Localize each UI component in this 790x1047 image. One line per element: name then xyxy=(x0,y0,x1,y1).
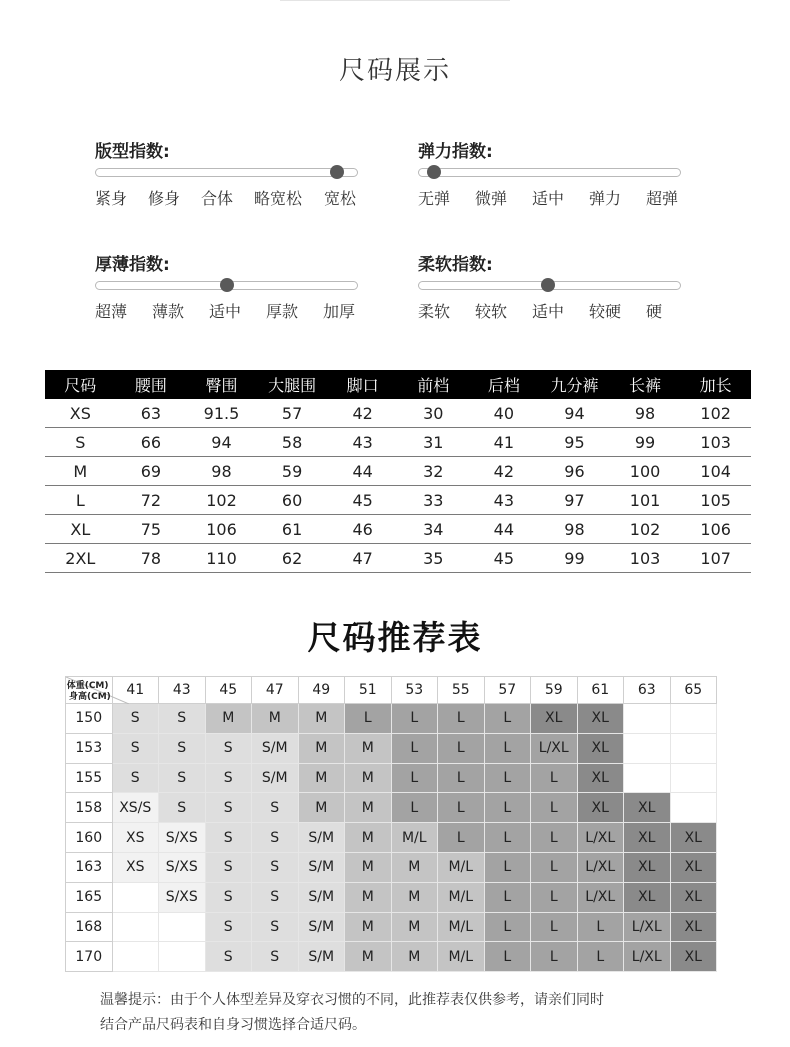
thickness-option: 超薄 xyxy=(95,302,128,321)
height-cell: 168 xyxy=(66,912,113,942)
weight-header-cell: 55 xyxy=(438,677,485,704)
recommended-size-cell: M/L xyxy=(438,852,485,882)
size-chart-cell: 60 xyxy=(257,486,328,515)
recommended-size-cell: L xyxy=(531,912,578,942)
recommended-size-cell: XS xyxy=(112,852,159,882)
recommended-size-cell: S xyxy=(252,823,299,853)
recommended-size-cell: S xyxy=(252,912,299,942)
recommendation-row xyxy=(66,823,717,853)
recommended-size-cell: XL xyxy=(531,704,578,734)
stretch-option: 适中 xyxy=(532,189,565,208)
size-chart-cell: 94 xyxy=(186,428,257,457)
size-chart-cell: 102 xyxy=(610,515,681,544)
weight-header-cell: 59 xyxy=(531,677,578,704)
recommended-size-cell xyxy=(624,763,671,793)
size-chart-header-cell: 臀围 xyxy=(186,370,257,399)
size-chart-cell: 99 xyxy=(610,428,681,457)
weight-header-cell: 41 xyxy=(112,677,159,704)
recommended-size-cell xyxy=(624,704,671,734)
size-chart-cell: 61 xyxy=(257,515,328,544)
recommended-size-cell: XL xyxy=(670,823,717,853)
recommendation-row xyxy=(66,852,717,882)
size-chart-cell: 95 xyxy=(539,428,610,457)
size-chart-cell: 45 xyxy=(327,486,398,515)
recommended-size-cell: L/XL xyxy=(577,823,624,853)
recommended-size-cell: S xyxy=(205,793,252,823)
size-chart-cell: XL xyxy=(45,515,116,544)
size-chart-cell: 78 xyxy=(116,544,187,573)
recommended-size-cell: S/M xyxy=(298,882,345,912)
recommended-size-cell: L xyxy=(484,704,531,734)
stretch-index-knob xyxy=(427,165,441,179)
size-chart-cell: 97 xyxy=(539,486,610,515)
thickness-index-knob xyxy=(220,278,234,292)
weight-header-cell: 51 xyxy=(345,677,392,704)
recommended-size-cell: M/L xyxy=(438,882,485,912)
recommended-size-cell: M xyxy=(345,733,392,763)
recommended-size-cell: XS xyxy=(112,823,159,853)
size-chart-cell: 46 xyxy=(327,515,398,544)
recommended-size-cell: S xyxy=(112,763,159,793)
recommended-size-cell: L xyxy=(391,793,438,823)
recommended-size-cell: L xyxy=(438,733,485,763)
size-chart-cell: 98 xyxy=(186,457,257,486)
thickness-option: 厚款 xyxy=(266,302,299,321)
recommended-size-cell: XL xyxy=(670,882,717,912)
recommended-size-cell: S xyxy=(252,882,299,912)
size-chart-cell: 41 xyxy=(469,428,540,457)
height-cell: 150 xyxy=(66,704,113,734)
stretch-index xyxy=(418,137,688,208)
recommended-size-cell: M xyxy=(345,763,392,793)
recommended-size-cell: S/M xyxy=(298,852,345,882)
size-chart-cell: 44 xyxy=(327,457,398,486)
recommended-size-cell: M xyxy=(298,793,345,823)
recommended-size-cell: S/M xyxy=(298,823,345,853)
size-chart-cell: 72 xyxy=(116,486,187,515)
weight-header-cell: 63 xyxy=(624,677,671,704)
size-chart-row xyxy=(45,457,751,486)
thickness-index-label: 厚薄指数: xyxy=(95,255,170,275)
size-chart-cell: 34 xyxy=(398,515,469,544)
size-chart-cell: 99 xyxy=(539,544,610,573)
recommended-size-cell: S xyxy=(205,852,252,882)
size-chart-cell: 101 xyxy=(610,486,681,515)
size-chart-header-cell: 长裤 xyxy=(610,370,681,399)
recommended-size-cell: L xyxy=(484,942,531,972)
recommended-size-cell: L xyxy=(531,882,578,912)
recommended-size-cell: XL xyxy=(624,882,671,912)
recommended-size-cell: L xyxy=(438,793,485,823)
recommended-size-cell: XL xyxy=(670,942,717,972)
recommended-size-cell: XL xyxy=(624,823,671,853)
recommended-size-cell: L xyxy=(484,733,531,763)
size-chart-row xyxy=(45,486,751,515)
recommended-size-cell: S xyxy=(205,912,252,942)
recommended-size-cell: L xyxy=(531,823,578,853)
recommended-size-cell: XL xyxy=(577,793,624,823)
size-chart-cell: 32 xyxy=(398,457,469,486)
fit-option: 修身 xyxy=(148,189,181,208)
size-chart-cell: 100 xyxy=(610,457,681,486)
size-chart-cell: 96 xyxy=(539,457,610,486)
size-chart-header-cell: 前档 xyxy=(398,370,469,399)
fit-option: 宽松 xyxy=(324,189,357,208)
size-chart-cell: 40 xyxy=(469,399,540,428)
size-chart-cell: 98 xyxy=(539,515,610,544)
size-chart-cell: 31 xyxy=(398,428,469,457)
thickness-option: 加厚 xyxy=(323,302,356,321)
size-chart-cell: M xyxy=(45,457,116,486)
recommended-size-cell xyxy=(670,763,717,793)
recommended-size-cell: L xyxy=(484,852,531,882)
recommended-size-cell: S xyxy=(252,793,299,823)
recommendation-row xyxy=(66,882,717,912)
recommended-size-cell: M xyxy=(252,704,299,734)
fit-index-label: 版型指数: xyxy=(95,142,170,162)
recommended-size-cell: S xyxy=(205,733,252,763)
recommended-size-cell: L/XL xyxy=(531,733,578,763)
weight-header-cell: 53 xyxy=(391,677,438,704)
size-chart-cell: 110 xyxy=(186,544,257,573)
recommended-size-cell: M xyxy=(298,704,345,734)
recommendation-title: 尺码推荐表 xyxy=(307,618,483,657)
size-chart-cell: 103 xyxy=(610,544,681,573)
size-chart-table xyxy=(45,370,751,573)
size-chart-cell: 42 xyxy=(327,399,398,428)
recommended-size-cell: XL xyxy=(670,852,717,882)
recommendation-row xyxy=(66,942,717,972)
recommended-size-cell xyxy=(112,912,159,942)
recommended-size-cell: M xyxy=(391,852,438,882)
size-chart-cell: 107 xyxy=(680,544,751,573)
recommended-size-cell: L xyxy=(531,852,578,882)
recommended-size-cell xyxy=(670,704,717,734)
size-tip-line: 结合产品尺码表和自身习惯选择合适尺码。 xyxy=(100,1017,366,1033)
section-title: 尺码展示 xyxy=(338,56,451,86)
recommendation-body xyxy=(66,704,717,972)
recommendation-row xyxy=(66,704,717,734)
recommended-size-cell: L xyxy=(531,793,578,823)
size-chart-cell: 58 xyxy=(257,428,328,457)
recommended-size-cell: L xyxy=(484,882,531,912)
recommended-size-cell xyxy=(670,733,717,763)
size-chart-cell: 106 xyxy=(680,515,751,544)
fit-option: 紧身 xyxy=(95,189,128,208)
size-chart-cell: 104 xyxy=(680,457,751,486)
weight-header-cell: 43 xyxy=(159,677,206,704)
stretch-option: 超弹 xyxy=(646,189,679,208)
recommended-size-cell: XL xyxy=(670,912,717,942)
weight-axis-label: 体重(CM) xyxy=(66,681,109,691)
size-tip-note xyxy=(100,988,720,1038)
recommended-size-cell: S xyxy=(205,823,252,853)
recommended-size-cell: S xyxy=(159,733,206,763)
recommended-size-cell: S xyxy=(159,793,206,823)
recommended-size-cell: M xyxy=(345,912,392,942)
size-chart-cell: 42 xyxy=(469,457,540,486)
size-chart-cell: 91.5 xyxy=(186,399,257,428)
recommended-size-cell: L/XL xyxy=(624,942,671,972)
recommended-size-cell: L xyxy=(577,912,624,942)
recommended-size-cell: M xyxy=(345,942,392,972)
height-cell: 160 xyxy=(66,823,113,853)
stretch-option: 微弹 xyxy=(475,189,508,208)
recommended-size-cell xyxy=(159,942,206,972)
height-cell: 163 xyxy=(66,852,113,882)
size-chart-cell: 43 xyxy=(469,486,540,515)
size-chart-row xyxy=(45,428,751,457)
size-chart-header-cell: 大腿围 xyxy=(257,370,328,399)
recommended-size-cell: M xyxy=(391,882,438,912)
recommended-size-cell: L xyxy=(438,763,485,793)
size-chart-cell: 94 xyxy=(539,399,610,428)
recommended-size-cell: XL xyxy=(624,852,671,882)
recommendation-row xyxy=(66,733,717,763)
thickness-index xyxy=(95,250,365,321)
size-chart-header-cell: 九分裤 xyxy=(539,370,610,399)
size-chart-cell: 75 xyxy=(116,515,187,544)
softness-option: 较软 xyxy=(475,302,508,321)
size-chart-cell: 63 xyxy=(116,399,187,428)
size-chart-cell: L xyxy=(45,486,116,515)
height-cell: 158 xyxy=(66,793,113,823)
recommendation-row xyxy=(66,763,717,793)
recommended-size-cell: S/XS xyxy=(159,882,206,912)
fit-option: 合体 xyxy=(201,189,234,208)
recommended-size-cell: M xyxy=(345,882,392,912)
weight-header-cell: 47 xyxy=(252,677,299,704)
stretch-option: 无弹 xyxy=(418,189,451,208)
size-chart-cell: 105 xyxy=(680,486,751,515)
recommended-size-cell: S/M xyxy=(252,733,299,763)
recommended-size-cell: M xyxy=(391,942,438,972)
recommendation-header-row xyxy=(66,677,717,704)
recommended-size-cell: L xyxy=(391,704,438,734)
recommended-size-cell: M xyxy=(345,793,392,823)
recommended-size-cell xyxy=(624,733,671,763)
thickness-option: 适中 xyxy=(209,302,242,321)
recommended-size-cell: L/XL xyxy=(577,882,624,912)
recommended-size-cell: XL xyxy=(577,763,624,793)
weight-header-cell: 45 xyxy=(205,677,252,704)
recommended-size-cell: S xyxy=(252,852,299,882)
recommended-size-cell: L xyxy=(484,793,531,823)
recommended-size-cell: M xyxy=(345,852,392,882)
recommended-size-cell: S/XS xyxy=(159,852,206,882)
recommended-size-cell: L xyxy=(438,823,485,853)
softness-option: 硬 xyxy=(646,302,663,321)
size-chart-cell: 2XL xyxy=(45,544,116,573)
size-chart-header-cell: 尺码 xyxy=(45,370,116,399)
softness-index-knob xyxy=(541,278,555,292)
recommended-size-cell: S xyxy=(159,763,206,793)
recommended-size-cell: S xyxy=(205,763,252,793)
recommended-size-cell: S/M xyxy=(298,942,345,972)
recommended-size-cell: M xyxy=(391,912,438,942)
size-chart-cell: 57 xyxy=(257,399,328,428)
recommended-size-cell: L xyxy=(531,942,578,972)
size-chart-row xyxy=(45,515,751,544)
recommended-size-cell xyxy=(159,912,206,942)
recommended-size-cell: S xyxy=(205,942,252,972)
size-chart-cell: 45 xyxy=(469,544,540,573)
recommended-size-cell: S/M xyxy=(298,912,345,942)
size-chart-cell: 102 xyxy=(680,399,751,428)
weight-header-cell: 57 xyxy=(484,677,531,704)
recommended-size-cell: S xyxy=(252,942,299,972)
height-axis-label: 身高(CM) xyxy=(69,692,111,702)
height-cell: 170 xyxy=(66,942,113,972)
weight-header-cell: 49 xyxy=(298,677,345,704)
recommendation-row xyxy=(66,912,717,942)
recommended-size-cell: L xyxy=(484,912,531,942)
size-chart-header-cell: 腰围 xyxy=(116,370,187,399)
softness-index-label: 柔软指数: xyxy=(418,255,493,275)
softness-option: 较硬 xyxy=(589,302,622,321)
recommended-size-cell: XS/S xyxy=(112,793,159,823)
size-chart-cell: 102 xyxy=(186,486,257,515)
recommended-size-cell: S/XS xyxy=(159,823,206,853)
size-chart-cell: 43 xyxy=(327,428,398,457)
recommended-size-cell xyxy=(112,882,159,912)
recommended-size-cell: S xyxy=(159,704,206,734)
size-chart-header-cell: 后档 xyxy=(469,370,540,399)
recommended-size-cell xyxy=(112,942,159,972)
recommended-size-cell: L xyxy=(345,704,392,734)
size-chart-cell: 30 xyxy=(398,399,469,428)
recommended-size-cell: S xyxy=(112,733,159,763)
stretch-index-label: 弹力指数: xyxy=(418,142,493,162)
recommended-size-cell: XL xyxy=(577,733,624,763)
recommended-size-cell: L/XL xyxy=(577,852,624,882)
size-chart-cell: 66 xyxy=(116,428,187,457)
softness-option: 适中 xyxy=(532,302,565,321)
recommended-size-cell: L xyxy=(484,823,531,853)
size-chart-cell: 69 xyxy=(116,457,187,486)
corner-header xyxy=(66,677,113,704)
recommended-size-cell: L xyxy=(438,704,485,734)
recommended-size-cell: L xyxy=(577,942,624,972)
recommended-size-cell: L xyxy=(391,763,438,793)
recommended-size-cell: L xyxy=(391,733,438,763)
recommended-size-cell: S xyxy=(205,882,252,912)
thickness-option: 薄款 xyxy=(152,302,185,321)
recommended-size-cell xyxy=(670,793,717,823)
top-divider xyxy=(280,0,510,1)
size-chart-cell: 59 xyxy=(257,457,328,486)
size-recommendation-table xyxy=(65,676,717,972)
recommended-size-cell: M xyxy=(298,733,345,763)
recommended-size-cell: M/L xyxy=(391,823,438,853)
size-chart-header-row xyxy=(45,370,751,399)
size-chart-cell: 62 xyxy=(257,544,328,573)
recommended-size-cell: M xyxy=(205,704,252,734)
softness-index xyxy=(418,250,688,321)
softness-option: 柔软 xyxy=(418,302,451,321)
size-chart-cell: 98 xyxy=(610,399,681,428)
size-chart-cell: S xyxy=(45,428,116,457)
height-cell: 155 xyxy=(66,763,113,793)
height-cell: 165 xyxy=(66,882,113,912)
recommended-size-cell: L xyxy=(531,763,578,793)
size-chart-cell: 44 xyxy=(469,515,540,544)
weight-header-cell: 65 xyxy=(670,677,717,704)
recommended-size-cell: XL xyxy=(624,793,671,823)
size-chart-cell: 47 xyxy=(327,544,398,573)
stretch-index-track xyxy=(418,168,681,177)
size-chart-cell: 33 xyxy=(398,486,469,515)
fit-index-knob xyxy=(330,165,344,179)
size-chart-row xyxy=(45,399,751,428)
size-chart-body xyxy=(45,399,751,573)
recommended-size-cell: XL xyxy=(577,704,624,734)
size-tip-line: 温馨提示：由于个人体型差异及穿衣习惯的不同，此推荐表仅供参考，请亲们同时 xyxy=(100,992,604,1008)
size-chart-cell: 35 xyxy=(398,544,469,573)
stretch-option: 弹力 xyxy=(589,189,622,208)
recommended-size-cell: M/L xyxy=(438,942,485,972)
size-chart-cell: XS xyxy=(45,399,116,428)
weight-header-cell: 61 xyxy=(577,677,624,704)
size-chart-header-cell: 加长 xyxy=(680,370,751,399)
size-chart-row xyxy=(45,544,751,573)
recommended-size-cell: S xyxy=(112,704,159,734)
size-chart-cell: 103 xyxy=(680,428,751,457)
size-chart-header-cell: 脚口 xyxy=(327,370,398,399)
fit-index-track xyxy=(95,168,358,177)
recommended-size-cell: S/M xyxy=(252,763,299,793)
height-cell: 153 xyxy=(66,733,113,763)
recommended-size-cell: M xyxy=(298,763,345,793)
size-chart-cell: 106 xyxy=(186,515,257,544)
recommended-size-cell: L xyxy=(484,763,531,793)
recommended-size-cell: M xyxy=(345,823,392,853)
recommended-size-cell: M/L xyxy=(438,912,485,942)
recommended-size-cell: L/XL xyxy=(624,912,671,942)
fit-option: 略宽松 xyxy=(254,189,303,208)
fit-index xyxy=(95,137,365,208)
recommendation-row xyxy=(66,793,717,823)
